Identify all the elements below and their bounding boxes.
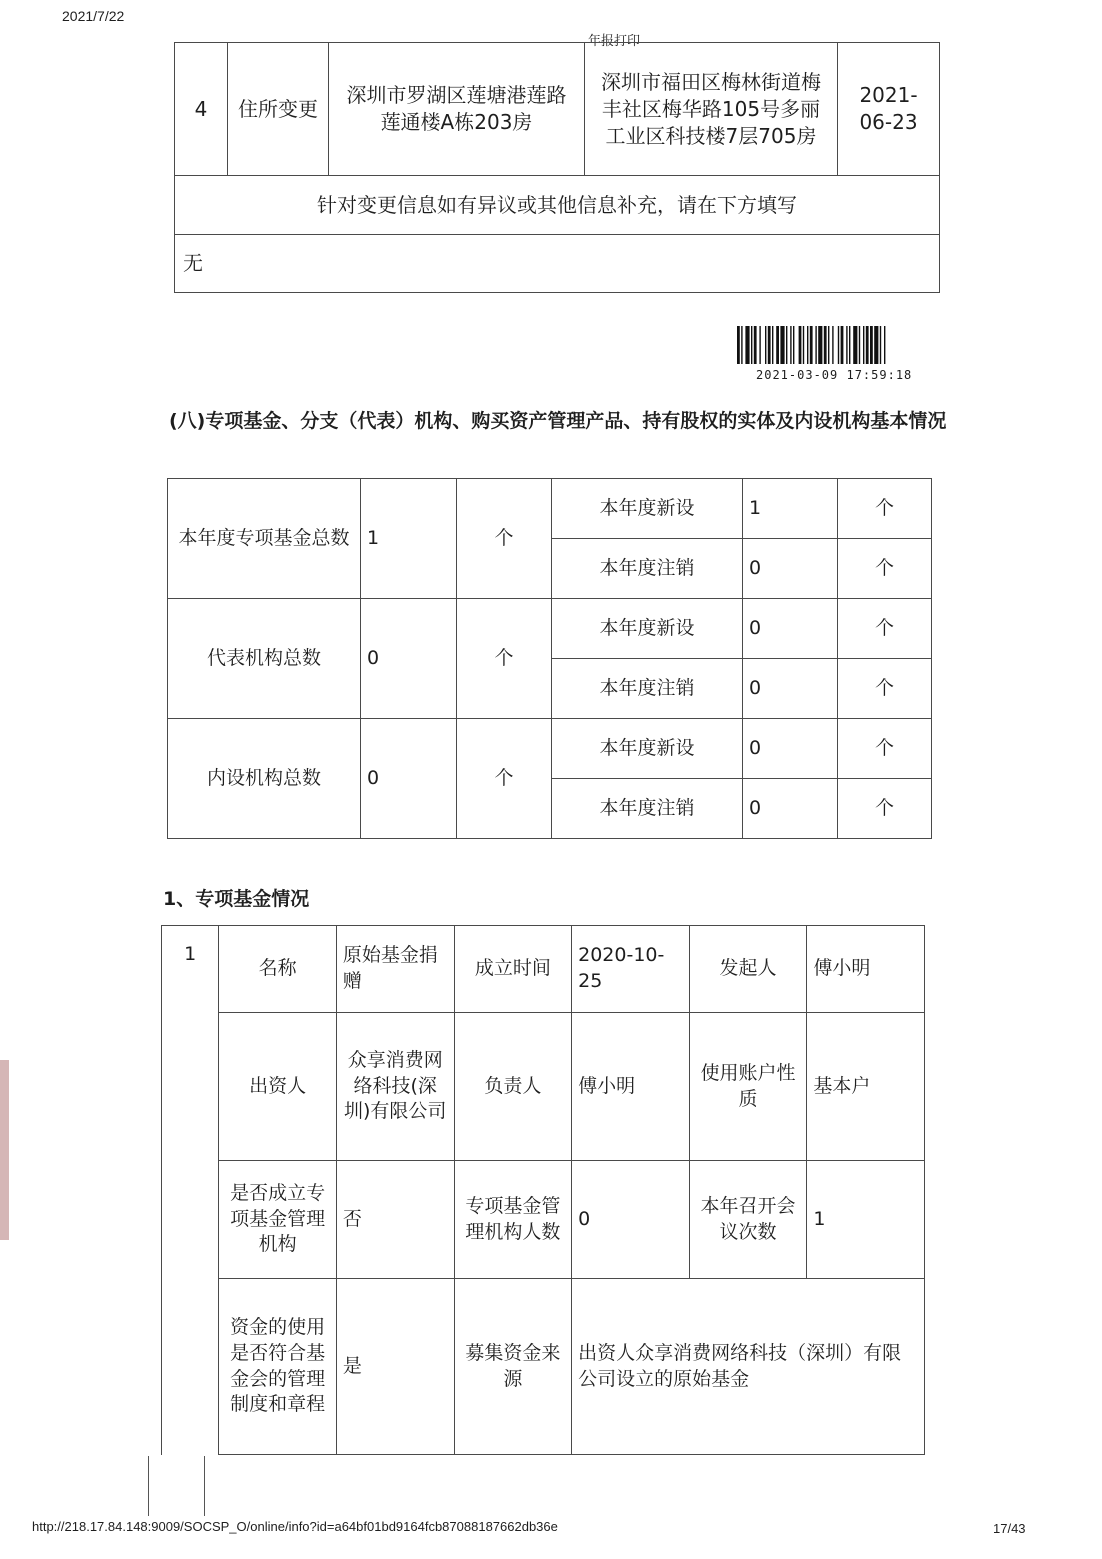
footer-url: http://218.17.84.148:9009/SOCSP_O/online/info?id=a64bf01bd9164fcb87088187662db36e xyxy=(32,1519,558,1534)
fund-founded-label: 成立时间 xyxy=(454,926,572,1013)
stat-unit: 个 xyxy=(457,599,552,719)
fund-section-heading: 1、专项基金情况 xyxy=(163,888,310,910)
fund-founded-value: 2020-10-25 xyxy=(572,926,690,1013)
stat-new-label: 本年度新设 xyxy=(552,479,743,539)
stat-unit: 个 xyxy=(457,719,552,839)
table-continuation-line xyxy=(204,1456,205,1516)
stat-unit: 个 xyxy=(457,479,552,599)
fund-source-label: 募集资金来源 xyxy=(454,1279,572,1455)
section-8-stats-table xyxy=(167,478,932,839)
stat-unit: 个 xyxy=(838,659,932,719)
stat-unit: 个 xyxy=(838,479,932,539)
fund-meetings-label: 本年召开会议次数 xyxy=(689,1161,807,1279)
fund-investor-label: 出资人 xyxy=(219,1013,337,1161)
change-index: 4 xyxy=(175,43,228,176)
stat-total: 0 xyxy=(361,719,457,839)
print-date: 2021/7/22 xyxy=(62,8,125,24)
fund-account-value: 基本户 xyxy=(807,1013,925,1161)
stat-new-label: 本年度新设 xyxy=(552,599,743,659)
stat-unit: 个 xyxy=(838,779,932,839)
fund-sponsor-label: 发起人 xyxy=(689,926,807,1013)
fund-source-value: 出资人众享消费网络科技（深圳）有限公司设立的原始基金 xyxy=(572,1279,925,1455)
stat-new-label: 本年度新设 xyxy=(552,719,743,779)
stat-cancel-label: 本年度注销 xyxy=(552,539,743,599)
stat-new-value: 1 xyxy=(743,479,838,539)
fund-manager-value: 傅小明 xyxy=(572,1013,690,1161)
fund-sponsor-value: 傅小明 xyxy=(807,926,925,1013)
section-8-title: (八)专项基金、分支（代表）机构、购买资产管理产品、持有股权的实体及内设机构基本情况 xyxy=(169,410,947,432)
stat-label: 内设机构总数 xyxy=(168,719,361,839)
fund-mgmt-org-value: 否 xyxy=(336,1161,454,1279)
change-row xyxy=(175,43,940,176)
objection-value: 无 xyxy=(175,235,940,293)
fund-compliance-value: 是 xyxy=(336,1279,454,1455)
change-after: 深圳市福田区梅林街道梅丰社区梅华路105号多丽工业区科技楼7层705房 xyxy=(585,43,838,176)
stat-unit: 个 xyxy=(838,719,932,779)
stat-new-value: 0 xyxy=(743,599,838,659)
stat-cancel-label: 本年度注销 xyxy=(552,659,743,719)
stat-label: 本年度专项基金总数 xyxy=(168,479,361,599)
objection-prompt: 针对变更信息如有异议或其他信息补充，请在下方填写 xyxy=(175,176,940,235)
change-before: 深圳市罗湖区莲塘港莲路莲通楼A栋203房 xyxy=(329,43,585,176)
fund-name-value: 原始基金捐赠 xyxy=(336,926,454,1013)
fund-name-label: 名称 xyxy=(219,926,337,1013)
stat-cancel-label: 本年度注销 xyxy=(552,779,743,839)
barcode-timestamp: 2021-03-09 17:59:18 xyxy=(756,368,913,382)
stat-total: 0 xyxy=(361,599,457,719)
fund-detail-table xyxy=(161,925,925,1455)
change-item: 住所变更 xyxy=(228,43,329,176)
fund-mgmt-org-label: 是否成立专项基金管理机构 xyxy=(219,1161,337,1279)
scan-edge-mark xyxy=(0,1060,9,1240)
fund-index: 1 xyxy=(162,926,219,1455)
barcode xyxy=(737,326,935,364)
page-number: 17/43 xyxy=(993,1521,1026,1536)
fund-meetings-value: 1 xyxy=(807,1161,925,1279)
stat-cancel-value: 0 xyxy=(743,779,838,839)
stat-unit: 个 xyxy=(838,539,932,599)
fund-investor-value: 众享消费网络科技(深圳)有限公司 xyxy=(336,1013,454,1161)
change-date: 2021-06-23 xyxy=(838,43,940,176)
stat-cancel-value: 0 xyxy=(743,659,838,719)
stat-new-value: 0 xyxy=(743,719,838,779)
print-title: 年报打印 xyxy=(588,34,641,49)
stat-unit: 个 xyxy=(838,599,932,659)
fund-mgmt-people-label: 专项基金管理机构人数 xyxy=(454,1161,572,1279)
fund-compliance-label: 资金的使用是否符合基金会的管理制度和章程 xyxy=(219,1279,337,1455)
stat-label: 代表机构总数 xyxy=(168,599,361,719)
change-record-table xyxy=(174,42,940,293)
table-continuation-line xyxy=(148,1456,149,1516)
stat-total: 1 xyxy=(361,479,457,599)
fund-manager-label: 负责人 xyxy=(454,1013,572,1161)
fund-account-label: 使用账户性质 xyxy=(689,1013,807,1161)
stat-cancel-value: 0 xyxy=(743,539,838,599)
fund-mgmt-people-value: 0 xyxy=(572,1161,690,1279)
